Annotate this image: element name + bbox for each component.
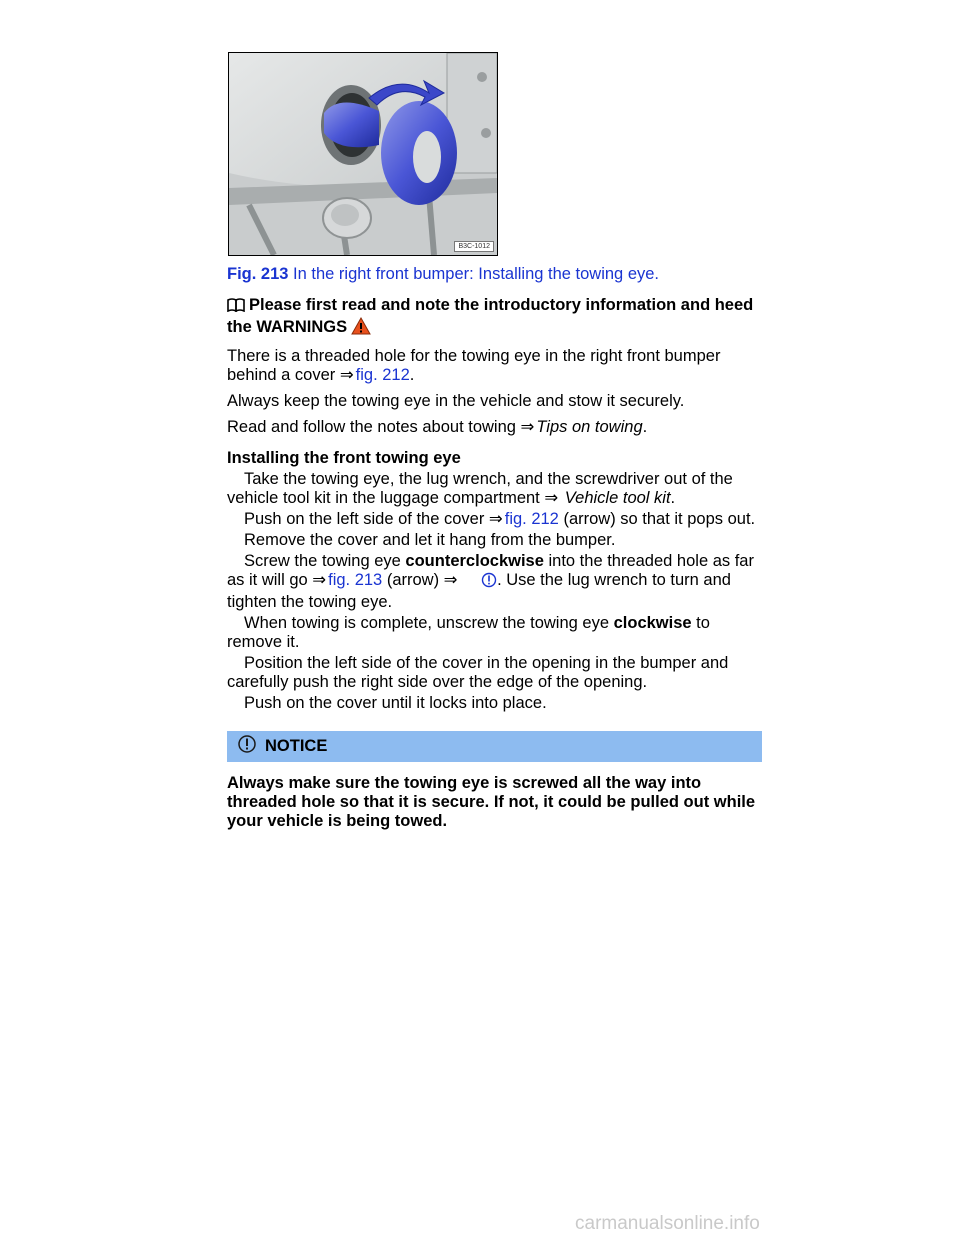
step-4: Screw the towing eye counterclockwise into the threaded hole as far as it will go ⇒ fig. 213 (arrow) ⇒ . Use the lug wrench to turn and tighten the towing eye. xyxy=(227,552,754,611)
step-3: Remove the cover and let it hang from the bumper. xyxy=(244,531,616,549)
step-7: Push on the cover until it locks into place. xyxy=(244,694,547,712)
caption-label: Fig. 213 xyxy=(227,265,289,283)
paragraph-threaded-hole: There is a threaded hole for the towing eye in the right front bumper behind a cover ⇒ fig. 212. xyxy=(227,347,721,384)
step-2: Push on the left side of the cover ⇒ fig. 212 (arrow) so that it pops out. xyxy=(244,510,756,528)
link-fig-212[interactable]: fig. 212 xyxy=(355,366,410,384)
figure-towing-eye xyxy=(228,52,498,256)
towing-eye-illustration xyxy=(229,53,497,255)
link-fig-212[interactable]: fig. 212 xyxy=(504,510,559,528)
caption-text: In the right front bumper: Installing the towing eye. xyxy=(293,265,660,283)
section-heading: Installing the front towing eye xyxy=(227,449,461,467)
manual-page xyxy=(227,52,762,831)
site-watermark: carmanualsonline.info xyxy=(575,1213,760,1234)
link-fig-213[interactable]: fig. 213 xyxy=(328,571,383,589)
figure-code: B3C-1012 xyxy=(454,241,494,252)
exclamation-circle-icon xyxy=(237,734,257,759)
exclamation-circle-icon[interactable] xyxy=(464,572,497,593)
step-5: When towing is complete, unscrew the towing eye clockwise to remove it. xyxy=(227,614,710,651)
paragraph-towing-notes: Read and follow the notes about towing ⇒ Tips on towing. xyxy=(227,418,648,436)
notice-text: Always make sure the towing eye is screwed all the way into threaded hole so that it is secure. If not, it could be pulled out while your vehicle is being towed. xyxy=(227,774,756,830)
link-vehicle-tool-kit[interactable]: Vehicle tool kit xyxy=(564,489,671,507)
paragraph-keep-eye: Always keep the towing eye in the vehicle and stow it securely. xyxy=(227,392,685,410)
notice-bar xyxy=(227,731,762,762)
notice-label: NOTICE xyxy=(265,737,328,755)
book-icon xyxy=(227,298,245,317)
step-1: Take the towing eye, the lug wrench, and the screwdriver out of the vehicle tool kit in the luggage compartment ⇒ Vehicle tool kit. xyxy=(227,470,733,507)
warning-triangle-icon xyxy=(351,317,371,340)
intro-note xyxy=(227,296,762,340)
intro-text: Please first read and note the introductory information and heed the WARNINGS xyxy=(227,296,754,336)
link-tips-on-towing[interactable]: Tips on towing xyxy=(536,418,643,436)
figure-caption xyxy=(227,264,762,284)
step-6: Position the left side of the cover in the opening in the bumper and carefully push the right side over the edge of the opening. xyxy=(227,654,729,691)
